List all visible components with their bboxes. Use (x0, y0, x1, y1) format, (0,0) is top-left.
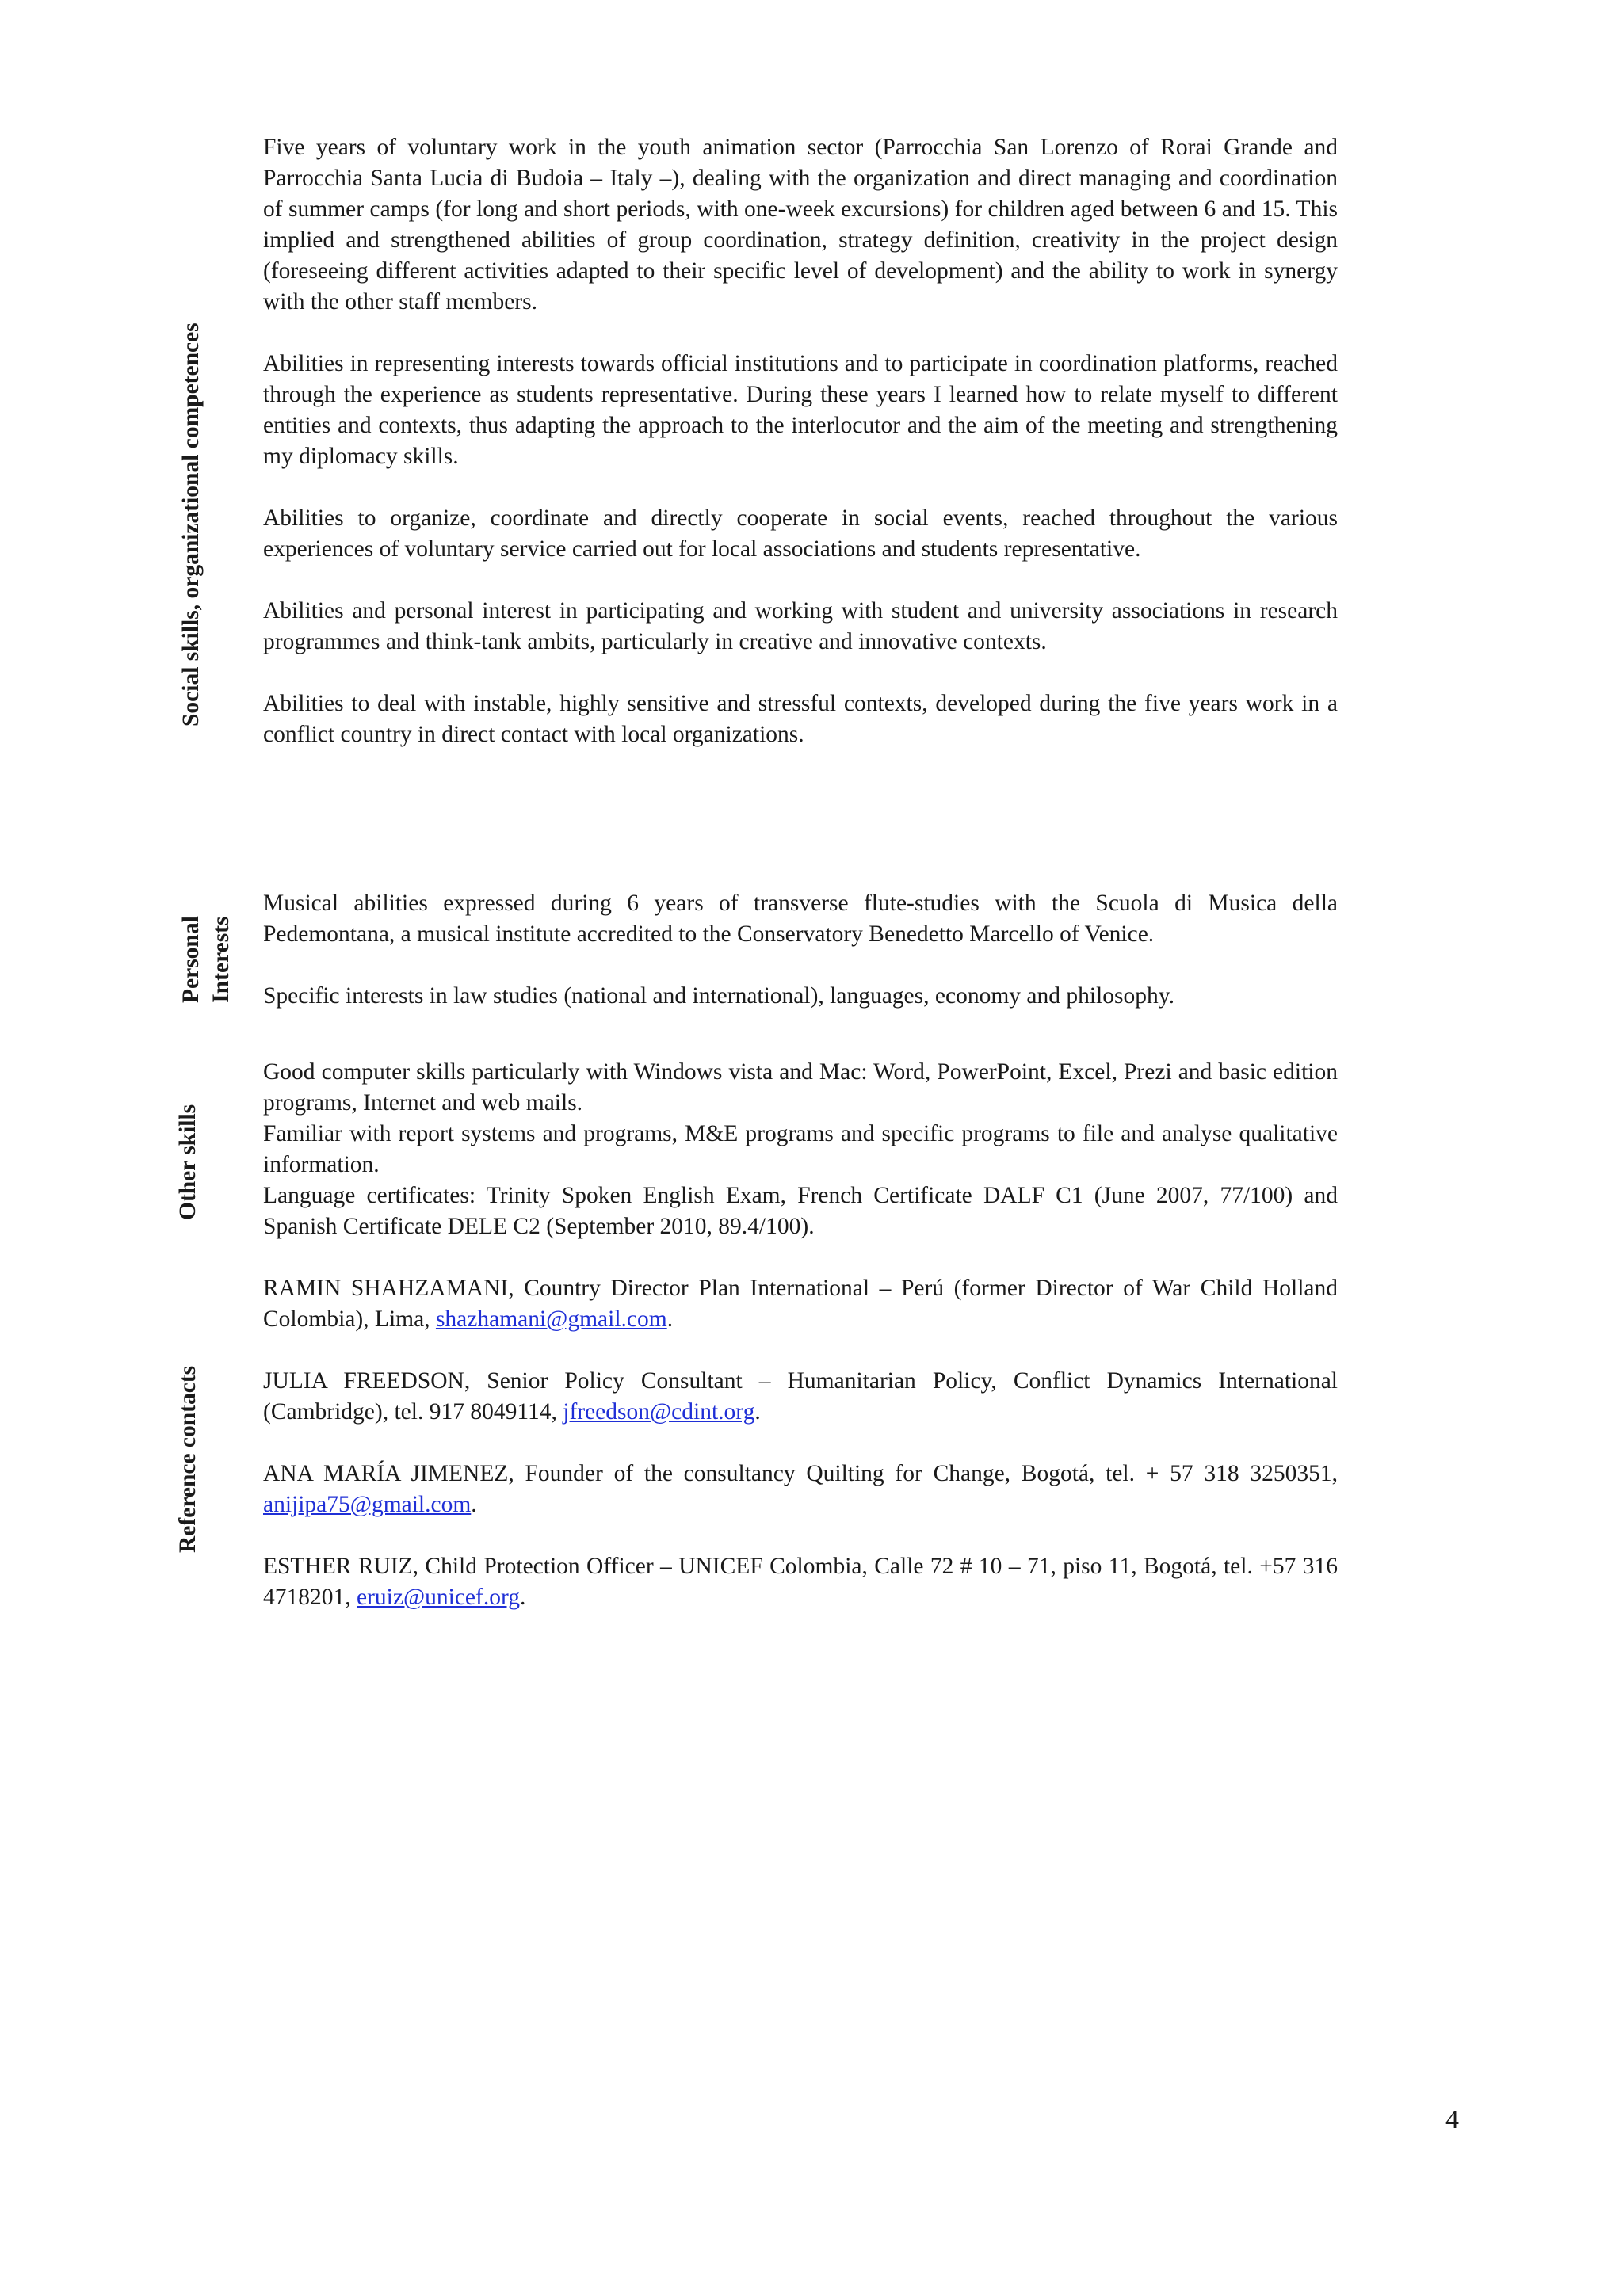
section-label-social-skills (176, 322, 206, 727)
reference-contacts-content (263, 1273, 1338, 1613)
section-label-other-skills (173, 1104, 203, 1220)
reference-contact-3-email-link[interactable]: anijipa75@gmail.com (263, 1492, 472, 1517)
reference-contact-4-email-link[interactable]: eruiz@unicef.org (357, 1585, 520, 1610)
other-skills-line-1: Good computer skills particularly with Windows vista and Mac: Word, PowerPoint, Excel, Prezi and basic edition programs, Internet and web mails. (263, 1059, 1338, 1116)
other-skills-content (263, 1057, 1338, 1242)
page-number: 4 (1445, 2105, 1459, 2134)
social-skills-paragraph-5: Abilities to deal with instable, highly sensitive and stressful contexts, developed during the five years work in a conflict country in direct contact with local organizations. (263, 691, 1338, 747)
reference-contact-4-text: ESTHER RUIZ, Child Protection Officer – UNICEF Colombia, Calle 72 # 10 – 71, piso 11, Bogotá, tel. +57 316 4718201, (263, 1554, 1338, 1610)
reference-contact-2-email-link[interactable]: jfreedson@cdint.org (563, 1399, 755, 1425)
reference-contact-1-email-link[interactable]: shazhamani@gmail.com (435, 1306, 667, 1332)
reference-contacts-label-text: Reference contacts (175, 1365, 200, 1553)
other-skills-line-3: Language certificates: Trinity Spoken English Exam, French Certificate DALF C1 (June 2007, 77/100) and Spanish Certificate DELE C2 (September 2010, 89.4/100). (263, 1183, 1338, 1239)
social-skills-content (263, 132, 1338, 750)
personal-paragraph-2: Specific interests in law studies (national and international), languages, economy and philosophy. (263, 983, 1174, 1009)
personal-interests-content (263, 888, 1338, 1012)
section-label-personal-interests (176, 916, 236, 1003)
reference-contact-3 (263, 1459, 1338, 1520)
reference-contact-2-period: . (754, 1399, 761, 1425)
reference-contact-1-text: RAMIN SHAHZAMANI, Country Director Plan International – Perú (former Director of War Child Holland Colombia), Lima, (263, 1276, 1338, 1332)
reference-contact-3-period: . (471, 1492, 477, 1517)
reference-contact-4 (263, 1551, 1338, 1613)
social-skills-paragraph-4: Abilities and personal interest in participating and working with student and university associations in research programmes and think-tank ambits, particularly in creative and innovative contexts. (263, 598, 1338, 654)
reference-contact-4-period: . (520, 1585, 526, 1610)
social-skills-paragraph-2: Abilities in representing interests towards official institutions and to participate in coordination platforms, reached through the experience as students representative. During these years I learned how to relate myself to different entities and contexts, thus adapting the approach to the interlocutor and the aim of the meeting and strengthening my diplomacy skills. (263, 351, 1338, 469)
personal-label-line-2: Interests (208, 916, 234, 1003)
other-skills-line-2: Familiar with report systems and programs, M&E programs and specific programs to file and analyse qualitative information. (263, 1121, 1338, 1177)
section-label-reference-contacts (173, 1366, 203, 1553)
reference-contact-1 (263, 1273, 1338, 1335)
personal-paragraph-1: Musical abilities expressed during 6 years of transverse flute-studies with the Scuola di Musica della Pedemontana, a musical institute accredited to the Conservatory Benedetto Marcello of Venice. (263, 891, 1338, 947)
social-skills-paragraph-3: Abilities to organize, coordinate and directly cooperate in social events, reached throughout the various experiences of voluntary service carried out for local associations and students representative. (263, 505, 1338, 562)
other-skills-label-text: Other skills (175, 1104, 200, 1220)
reference-contact-2 (263, 1366, 1338, 1428)
reference-contact-3-text: ANA MARÍA JIMENEZ, Founder of the consultancy Quilting for Change, Bogotá, tel. + 57 318 3250351, (263, 1461, 1338, 1486)
reference-contact-2-text: JULIA FREEDSON, Senior Policy Consultant – Humanitarian Policy, Conflict Dynamics International (Cambridge), tel. 917 8049114, (263, 1368, 1338, 1425)
social-skills-paragraph-1: Five years of voluntary work in the youth animation sector (Parrocchia San Lorenzo of Rorai Grande and Parrocchia Santa Lucia di Budoia – Italy –), dealing with the organization and direct managing and coordination of summer camps (for long and short periods, with one-week excursions) for children aged between 6 and 15. This implied and strengthened abilities of group coordination, strategy definition, creativity in the project design (foreseeing different activities adapted to their specific level of development) and the ability to work in synergy with the other staff members. (263, 135, 1338, 315)
reference-contact-1-period: . (666, 1306, 674, 1332)
social-skills-label-text: Social skills, organizational competences (178, 322, 204, 727)
personal-label-line-1: Personal (178, 916, 204, 1003)
